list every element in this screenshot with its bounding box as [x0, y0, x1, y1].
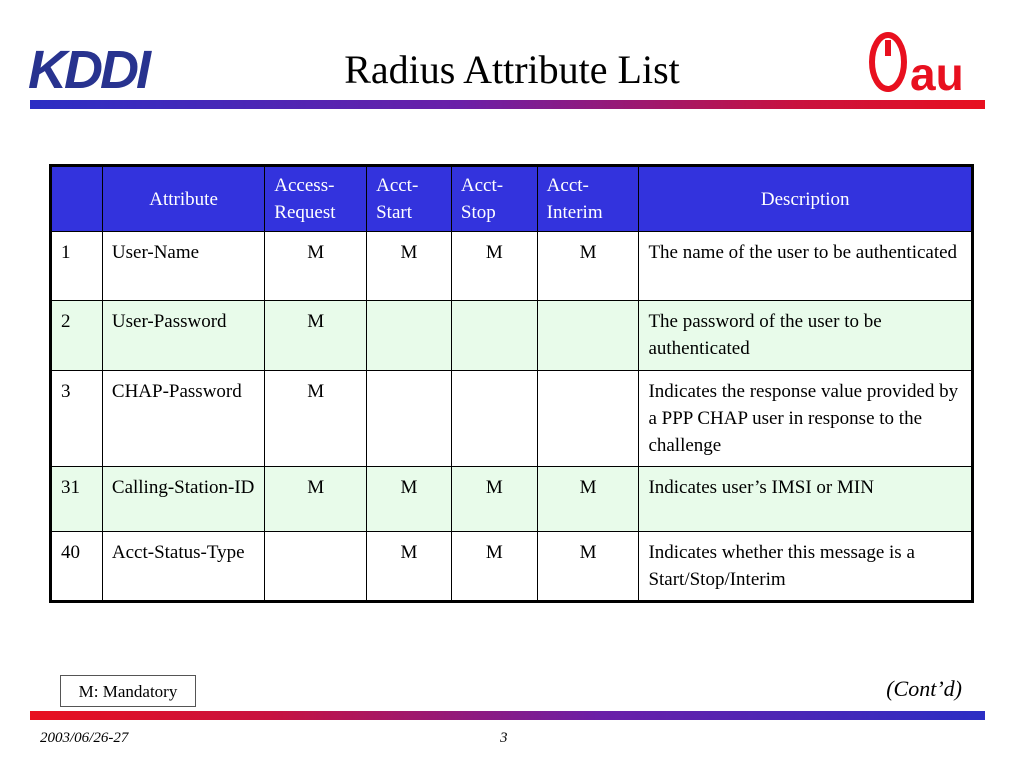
header-cell-attribute: Attribute: [102, 166, 264, 232]
header-cell-acct-stop: Acct- Stop: [451, 166, 537, 232]
cell-acct-stop: [451, 301, 537, 371]
cell-acct-start: M: [367, 532, 452, 602]
page-title: Radius Attribute List: [344, 47, 680, 92]
continued-note: (Cont’d): [886, 676, 962, 701]
table-row: [51, 532, 973, 602]
cell-acct-interim: [537, 301, 639, 371]
cell-acct-stop: M: [451, 532, 537, 602]
header-cell-acct-start: Acct- Start: [367, 166, 452, 232]
cell-acct-interim: [537, 371, 639, 467]
header-cell-acct-interim: Acct- Interim: [537, 166, 639, 232]
table-row: [51, 301, 973, 371]
cell-attribute: User-Name: [102, 232, 264, 301]
cell-acct-interim: M: [537, 232, 639, 301]
cell-access-request: M: [265, 371, 367, 467]
svg-text:KDDI: KDDI: [28, 40, 148, 96]
cell-acct-interim: M: [537, 467, 639, 532]
table-row: [51, 371, 973, 467]
mandatory-legend: M: Mandatory: [60, 675, 196, 707]
cell-acct-stop: M: [451, 467, 537, 532]
cell-attribute: CHAP-Password: [102, 371, 264, 467]
cell-access-request: M: [265, 301, 367, 371]
header-cell-number: [51, 166, 103, 232]
cell-acct-start: M: [367, 467, 452, 532]
cell-acct-interim: M: [537, 532, 639, 602]
cell-description: Indicates the response value provided by a PPP CHAP user in response to the challenge: [639, 371, 973, 467]
attribute-table: [49, 164, 974, 603]
header-divider: [30, 100, 985, 109]
cell-acct-start: [367, 371, 452, 467]
cell-acct-stop: M: [451, 232, 537, 301]
footer-divider: [30, 711, 985, 720]
cell-acct-start: [367, 301, 452, 371]
cell-number: 3: [51, 371, 103, 467]
cell-number: 40: [51, 532, 103, 602]
cell-access-request: M: [265, 467, 367, 532]
table-header-row: [51, 166, 973, 232]
cell-number: 1: [51, 232, 103, 301]
cell-attribute: User-Password: [102, 301, 264, 371]
table-row: [51, 232, 973, 301]
cell-acct-start: M: [367, 232, 452, 301]
cell-access-request: [265, 532, 367, 602]
cell-attribute: Calling-Station-ID: [102, 467, 264, 532]
cell-number: 2: [51, 301, 103, 371]
footer-date: 2003/06/26-27: [40, 730, 129, 746]
cell-acct-stop: [451, 371, 537, 467]
table-row: [51, 467, 973, 532]
page-number: 3: [500, 730, 508, 746]
cell-access-request: M: [265, 232, 367, 301]
cell-description: Indicates whether this message is a Start/Stop/Interim: [639, 532, 973, 602]
cell-description: Indicates user’s IMSI or MIN: [639, 467, 973, 532]
au-logo: [868, 26, 992, 94]
header-cell-access-request: Access- Request: [265, 166, 367, 232]
cell-description: The password of the user to be authenticated: [639, 301, 973, 371]
cell-number: 31: [51, 467, 103, 532]
svg-text:au: au: [910, 48, 964, 94]
header-cell-description: Description: [639, 166, 973, 232]
cell-attribute: Acct-Status-Type: [102, 532, 264, 602]
cell-description: The name of the user to be authenticated: [639, 232, 973, 301]
